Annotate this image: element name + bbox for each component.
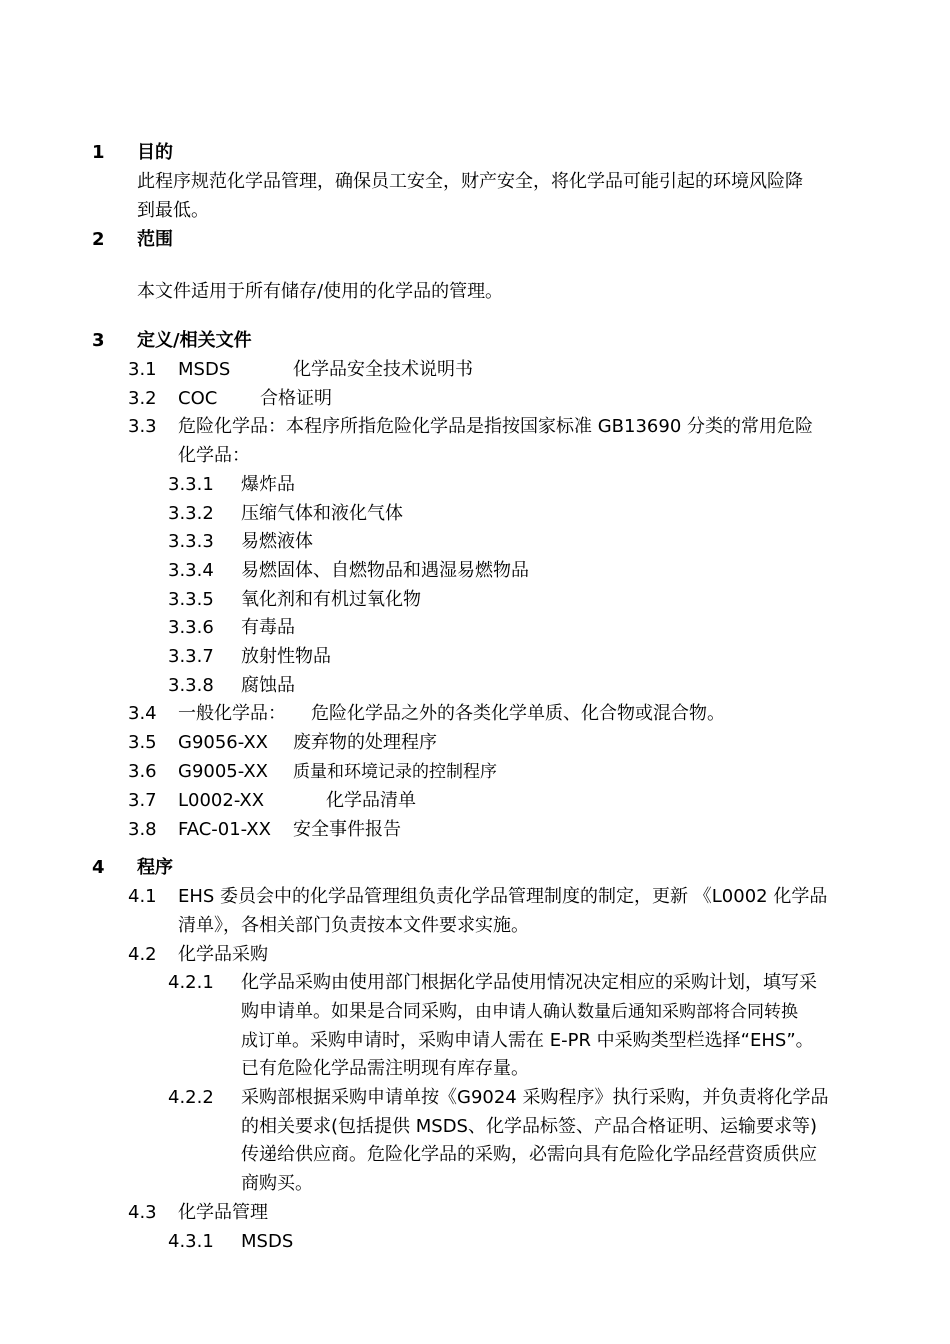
item-3-1-code: MSDS: [178, 359, 231, 380]
item-3-3-continuation: 化学品：: [178, 445, 250, 466]
item-3-6-number: 3.6: [128, 761, 157, 782]
item-4-2-title: 化学品采购: [178, 944, 268, 965]
section-1-number: 1: [92, 142, 105, 163]
item-3-5-code: G9056-XX: [178, 732, 269, 753]
item-4-1-line-2: 清单》，各相关部门负责按本文件要求实施。: [178, 915, 529, 936]
subitem-3-3-6-text: 有毒品: [241, 617, 295, 638]
item-4-2-1-line-2-part-a: 购申请单。如果是合同采购，: [241, 1001, 475, 1022]
subitem-3-3-7-number: 3.3.7: [168, 646, 214, 667]
item-4-2-1-line-3: [241, 1029, 814, 1053]
section-2-title: 范围: [137, 229, 173, 250]
item-4-3-number: 4.3: [128, 1202, 157, 1223]
item-3-7-text: 化学品清单: [326, 790, 416, 811]
item-4-3-1-number: 4.3.1: [168, 1231, 214, 1252]
subitem-3-3-6-number: 3.3.6: [168, 617, 214, 638]
subitem-3-3-4-text: 易燃固体、自燃物品和遇湿易燃物品: [241, 560, 529, 581]
item-4-2-1-line-1: 化学品采购由使用部门根据化学品使用情况决定相应的采购计划，填写采: [241, 972, 817, 993]
item-4-2-2-number: 4.2.2: [168, 1087, 214, 1108]
item-3-4-number: 3.4: [128, 703, 157, 724]
item-3-6-code: G9005-XX: [178, 761, 269, 782]
subitem-3-3-4-number: 3.3.4: [168, 560, 214, 581]
item-3-1-number: 3.1: [128, 359, 157, 380]
subitem-3-3-5-text: 氧化剂和有机过氧化物: [241, 589, 421, 610]
item-4-2-1-line-2-part-b: 由申请人确认数量后通知采购部将合同转换: [475, 1002, 798, 1022]
item-3-8-text: 安全事件报告: [293, 819, 401, 840]
item-3-5-number: 3.5: [128, 732, 157, 753]
section-4-number: 4: [92, 857, 105, 878]
subitem-3-3-1-number: 3.3.1: [168, 474, 214, 495]
item-3-6-text: 质量和环境记录的控制程序: [293, 762, 497, 782]
item-4-2-2-line-3: 传递给供应商。危险化学品的采购，必需向具有危险化学品经营资质供应: [241, 1144, 817, 1165]
item-3-4-text: 危险化学品之外的各类化学单质、化合物或混合物。: [311, 703, 725, 724]
section-1-body-line-1: 此程序规范化学品管理，确保员工安全，财产安全，将化学品可能引起的环境风险降: [137, 171, 803, 192]
item-3-7-number: 3.7: [128, 790, 157, 811]
section-2-body: 本文件适用于所有储存/使用的化学品的管理。: [137, 281, 504, 302]
item-4-2-2-line-2: 的相关要求(包括提供 MSDS、化学品标签、产品合格证明、运输要求等): [241, 1116, 818, 1137]
item-4-2-1-line-2: [241, 1000, 798, 1024]
item-3-2-number: 3.2: [128, 388, 157, 409]
subitem-3-3-8-number: 3.3.8: [168, 675, 214, 696]
subitem-3-3-5-number: 3.3.5: [168, 589, 214, 610]
item-4-2-1-line-4: 已有危险化学品需注明现有库存量。: [241, 1058, 529, 1079]
item-3-8-number: 3.8: [128, 819, 157, 840]
section-2-number: 2: [92, 229, 105, 250]
subitem-3-3-8-text: 腐蚀品: [241, 675, 295, 696]
subitem-3-3-7-text: 放射性物品: [241, 646, 331, 667]
item-4-2-number: 4.2: [128, 944, 157, 965]
section-4-title: 程序: [137, 857, 173, 878]
item-4-2-1-number: 4.2.1: [168, 972, 214, 993]
subitem-3-3-3-text: 易燃液体: [241, 531, 313, 552]
item-3-2-text: 合格证明: [260, 388, 332, 409]
item-3-1-text: 化学品安全技术说明书: [293, 359, 473, 380]
item-4-1-line-1: EHS 委员会中的化学品管理组负责化学品管理制度的制定，更新 《L0002 化学品: [178, 886, 828, 907]
item-4-2-2-line-4: 商购买。: [241, 1173, 313, 1194]
subitem-3-3-3-number: 3.3.3: [168, 531, 214, 552]
item-4-2-2-line-1: 采购部根据采购申请单按《G9024 采购程序》执行采购，并负责将化学品: [241, 1087, 829, 1108]
item-4-3-title: 化学品管理: [178, 1202, 268, 1223]
item-3-3-number: 3.3: [128, 416, 157, 437]
section-1-title: 目的: [137, 142, 173, 163]
item-3-7-code: L0002-XX: [178, 790, 265, 811]
section-3-number: 3: [92, 330, 105, 351]
item-4-2-1-line-3-part-b: 。采购申请时，采购申请人需在 E-PR 中采购类型栏选择“EHS”。: [292, 1030, 814, 1051]
subitem-3-3-2-text: 压缩气体和液化气体: [241, 503, 403, 524]
item-4-1-number: 4.1: [128, 886, 157, 907]
subitem-3-3-1-text: 爆炸品: [241, 474, 295, 495]
subitem-3-3-2-number: 3.3.2: [168, 503, 214, 524]
item-4-3-1-text: MSDS: [241, 1231, 294, 1252]
item-3-3-text: 危险化学品：本程序所指危险化学品是指按国家标准 GB13690 分类的常用危险: [178, 416, 813, 437]
item-4-2-1-line-3-part-a: 成订单: [241, 1031, 292, 1051]
item-3-5-text: 废弃物的处理程序: [293, 732, 437, 753]
item-3-4-label: 一般化学品：: [178, 703, 286, 724]
section-1-body-line-2: 到最低。: [137, 200, 209, 221]
section-3-title: 定义/相关文件: [137, 330, 252, 351]
item-3-8-code: FAC-01-XX: [178, 819, 271, 840]
item-3-2-code: COC: [178, 388, 218, 409]
